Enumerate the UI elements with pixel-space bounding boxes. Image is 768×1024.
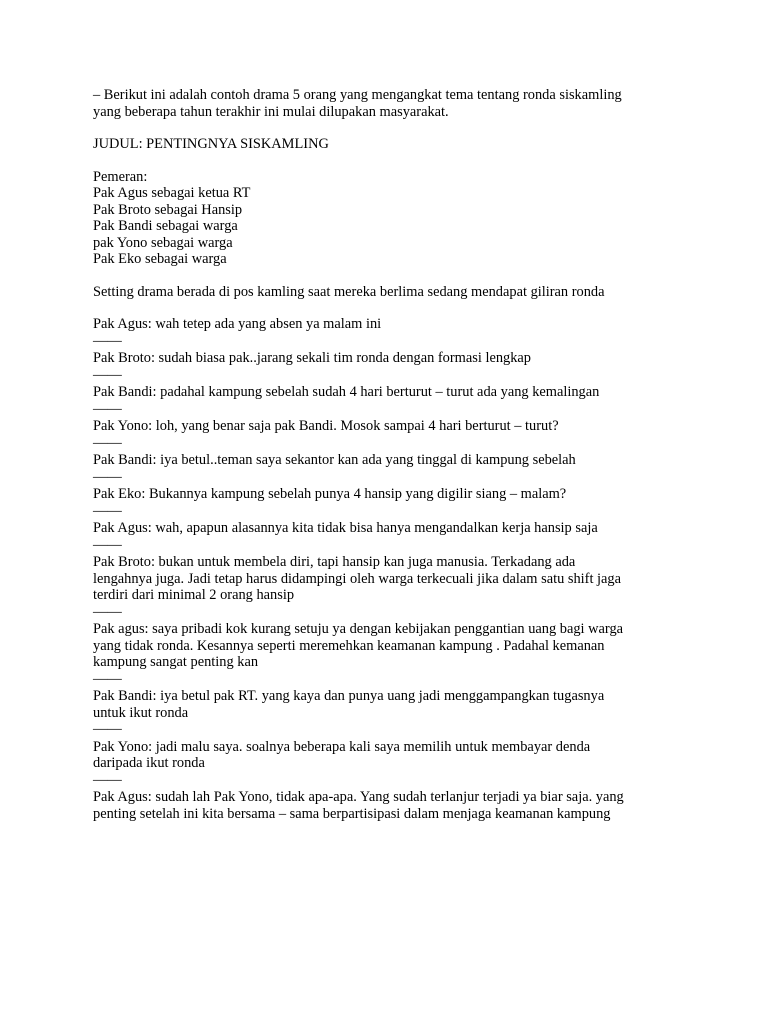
dialogue-separator: —— — [93, 721, 122, 737]
drama-title-text: JUDUL: PENTINGNYA SISKAMLING — [93, 136, 329, 152]
dialogue-separator: —— — [93, 603, 122, 620]
cast-member: pak Yono sebagai warga — [93, 234, 233, 251]
dialogue-turn — [93, 486, 693, 503]
dialogue-line: Pak Broto: bukan untuk membela diri, tapi hansip kan juga manusia. Terkadang ada — [93, 554, 576, 570]
dialogue-line: Pak Broto: sudah biasa pak..jarang sekali tim ronda dengan formasi lengkap — [93, 350, 532, 366]
dialogue-line: terdiri dari minimal 2 orang hansip — [93, 587, 295, 603]
dialogue-separator: —— — [93, 670, 122, 687]
setting-description — [93, 284, 693, 301]
dialogue-line: kampung sangat penting kan — [93, 654, 259, 670]
dialogue-separator: —— — [93, 771, 122, 788]
dialogue-line: Pak Yono: loh, yang benar saja pak Bandi. Mosok sampai 4 hari berturut – turut? — [93, 418, 559, 434]
dialogue-turn — [93, 789, 693, 822]
dialogue-line: penting setelah ini kita bersama – sama berpartisipasi dalam menjaga keamanan kampung — [93, 805, 611, 822]
dialogue-turn — [93, 688, 693, 721]
dialogue-line: daripada ikut ronda — [93, 755, 205, 771]
dialogue-line: Pak Agus: wah tetep ada yang absen ya malam ini — [93, 316, 382, 332]
dialogue-turn — [93, 452, 693, 469]
cast-list — [93, 169, 693, 268]
dialogue-line: Pak Bandi: iya betul pak RT. yang kaya dan punya uang jadi menggampangkan tugasnya — [93, 688, 605, 704]
dialogue-turn — [93, 739, 693, 772]
setting-text: Setting drama berada di pos kamling saat mereka berlima sedang mendapat giliran ronda — [93, 283, 605, 300]
dialogue-section — [93, 316, 693, 822]
cast-heading: Pemeran: — [93, 168, 148, 185]
dialogue-separator: —— — [93, 366, 122, 383]
dialogue-separator: —— — [93, 502, 122, 519]
dialogue-line: Pak agus: saya pribadi kok kurang setuju ya dengan kebijakan penggantian uang bagi warga — [93, 621, 624, 637]
dialogue-line: Pak Bandi: padahal kampung sebelah sudah 4 hari berturut – turut ada yang kemalingan — [93, 384, 600, 400]
cast-member: Pak Bandi sebagai warga — [93, 218, 238, 234]
dialogue-separator: —— — [93, 332, 122, 349]
cast-member: Pak Broto sebagai Hansip — [93, 201, 243, 218]
dialogue-turn — [93, 520, 693, 537]
dialogue-turn — [93, 316, 693, 333]
dialogue-line: Pak Eko: Bukannya kampung sebelah punya 4 hansip yang digilir siang – malam? — [93, 486, 567, 502]
dialogue-separator: —— — [93, 400, 122, 417]
dialogue-turn — [93, 621, 693, 671]
drama-title — [93, 136, 693, 153]
cast-member: Pak Eko sebagai warga — [93, 251, 227, 267]
dialogue-turn — [93, 384, 693, 401]
dialogue-turn — [93, 350, 693, 367]
dialogue-separator: —— — [93, 434, 122, 451]
dialogue-line: Pak Agus: sudah lah Pak Yono, tidak apa-apa. Yang sudah terlanjur terjadi ya biar saja. yang — [93, 789, 624, 805]
intro-line: yang beberapa tahun terakhir ini mulai dilupakan masyarakat. — [93, 103, 449, 120]
dialogue-line: yang tidak ronda. Kesannya seperti meremehkan keamanan kampung . Padahal kemanan — [93, 637, 605, 654]
cast-member: Pak Agus sebagai ketua RT — [93, 185, 251, 201]
document-page — [93, 87, 693, 822]
intro-line: – Berikut ini adalah contoh drama 5 orang yang mengangkat tema tentang ronda siskamling — [93, 87, 622, 103]
dialogue-turn — [93, 554, 693, 604]
dialogue-separator: —— — [93, 536, 122, 553]
dialogue-separator: —— — [93, 468, 122, 485]
intro-paragraph — [93, 87, 693, 120]
dialogue-line: Pak Agus: wah, apapun alasannya kita tidak bisa hanya mengandalkan kerja hansip saja — [93, 520, 598, 536]
dialogue-line: untuk ikut ronda — [93, 704, 189, 721]
dialogue-line: Pak Yono: jadi malu saya. soalnya beberapa kali saya memilih untuk membayar denda — [93, 738, 591, 755]
dialogue-line: Pak Bandi: iya betul..teman saya sekantor kan ada yang tinggal di kampung sebelah — [93, 452, 576, 468]
dialogue-turn — [93, 418, 693, 435]
dialogue-line: lengahnya juga. Jadi tetap harus didampingi oleh warga terkecuali jika dalam satu shift jaga — [93, 570, 622, 587]
